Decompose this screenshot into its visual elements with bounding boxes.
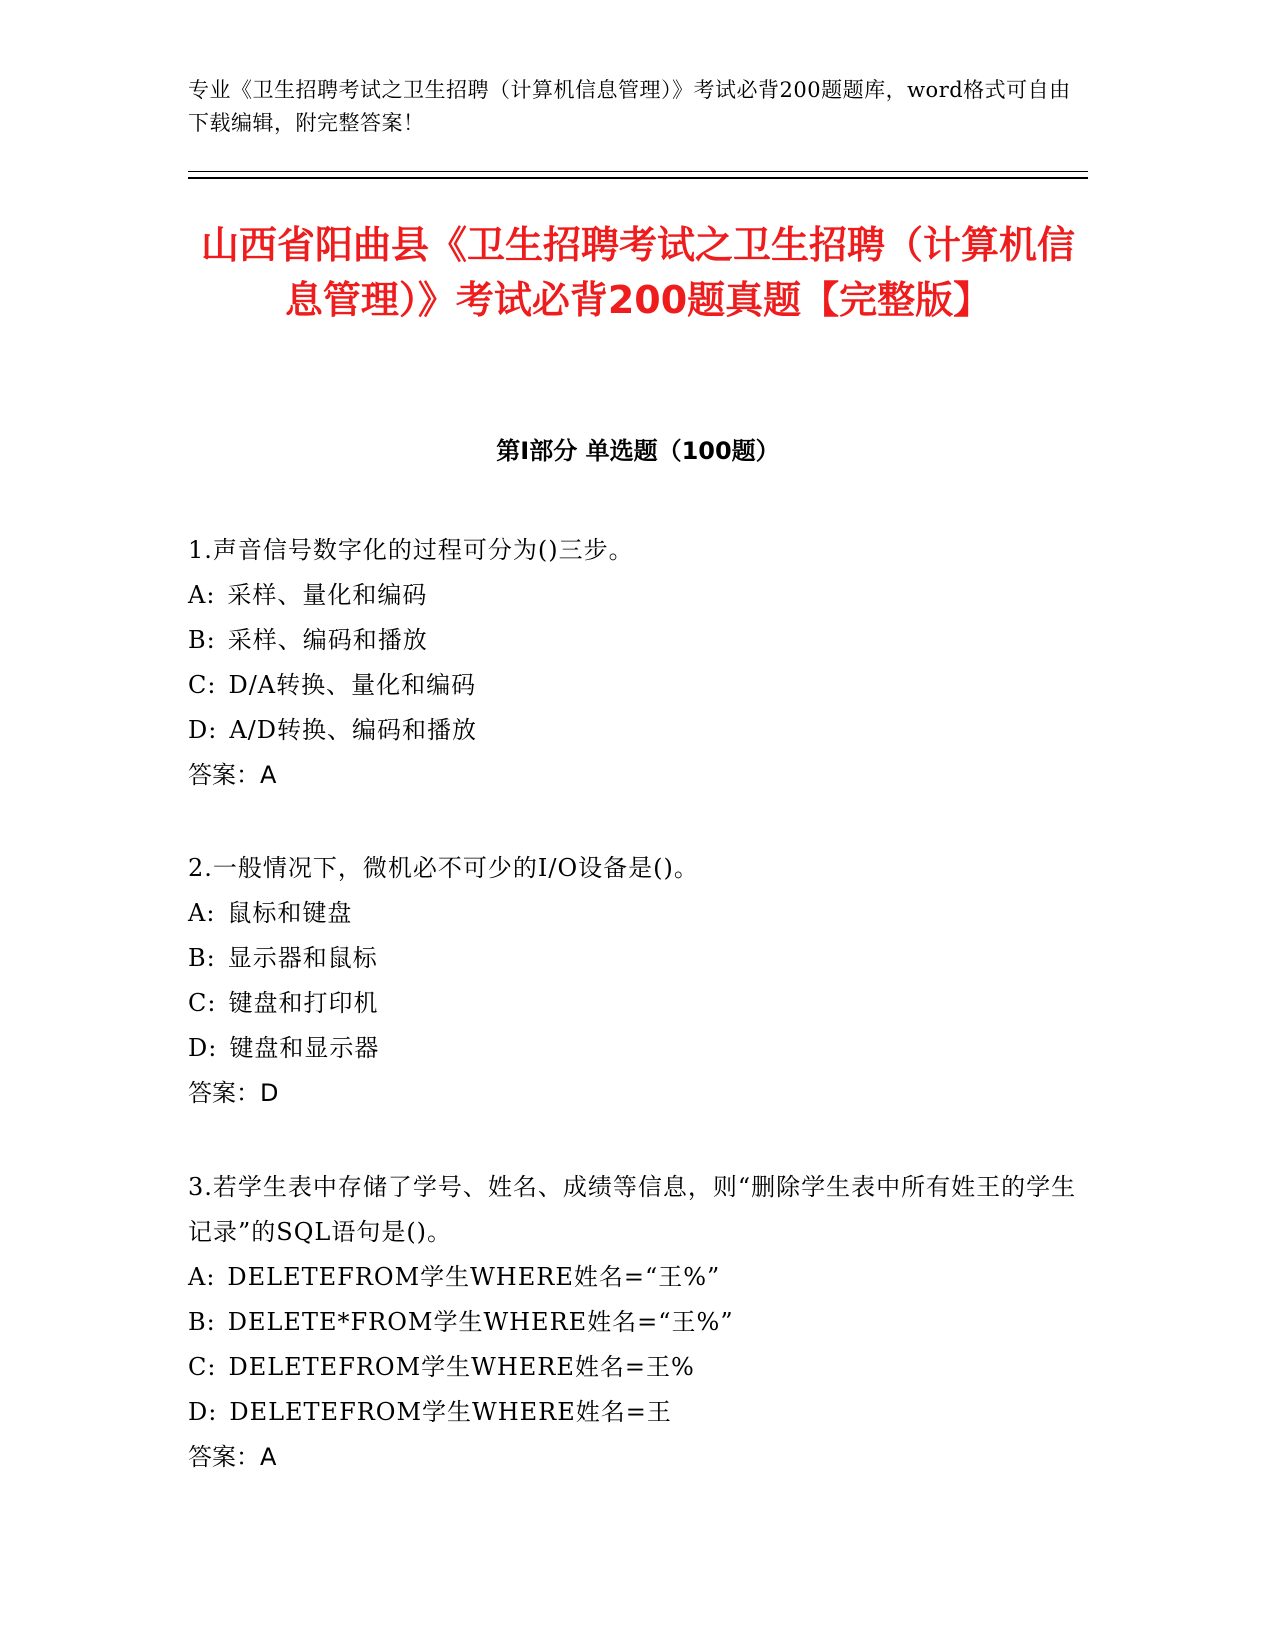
question-stem: 3.若学生表中存储了学号、姓名、成绩等信息，则“删除学生表中所有姓王的学生记录”的SQL语句是()。 bbox=[188, 1173, 1077, 1246]
option-text: DELETEFROM学生WHERE姓名=“王%” bbox=[227, 1263, 721, 1291]
option-key: B: bbox=[188, 626, 216, 654]
answer-line: 答案：A bbox=[188, 1443, 277, 1471]
question-stem: 1.声音信号数字化的过程可分为()三步。 bbox=[188, 536, 634, 564]
question-1 bbox=[188, 528, 1088, 798]
option-text: DELETE*FROM学生WHERE姓名=“王%” bbox=[227, 1308, 734, 1336]
option-c bbox=[188, 981, 1088, 1026]
option-text: 键盘和显示器 bbox=[229, 1034, 380, 1062]
option-d bbox=[188, 1390, 1088, 1435]
option-b bbox=[188, 1300, 1088, 1345]
section-title: 第Ⅰ部分 单选题（100题） bbox=[496, 437, 780, 465]
option-c bbox=[188, 1345, 1088, 1390]
header-note: 专业《卫生招聘考试之卫生招聘（计算机信息管理）》考试必背200题题库，word格式可自由下载编辑，附完整答案！ bbox=[188, 78, 1071, 135]
option-b bbox=[188, 936, 1088, 981]
option-a bbox=[188, 1255, 1088, 1300]
question-3 bbox=[188, 1165, 1088, 1480]
option-c bbox=[188, 663, 1088, 708]
option-key: C: bbox=[188, 671, 217, 699]
option-text: DELETEFROM学生WHERE姓名=王% bbox=[228, 1353, 695, 1381]
option-a bbox=[188, 891, 1088, 936]
option-key: D: bbox=[188, 716, 218, 744]
option-text: 采样、编码和播放 bbox=[227, 626, 428, 654]
option-key: C: bbox=[188, 989, 217, 1017]
header-rule-thick bbox=[188, 177, 1088, 179]
option-key: B: bbox=[188, 944, 216, 972]
option-d bbox=[188, 708, 1088, 753]
option-key: A: bbox=[188, 581, 216, 609]
option-text: 鼠标和键盘 bbox=[227, 899, 353, 927]
option-key: A: bbox=[188, 899, 216, 927]
option-b bbox=[188, 618, 1088, 663]
option-text: DELETEFROM学生WHERE姓名=王 bbox=[229, 1398, 672, 1426]
option-text: 采样、量化和编码 bbox=[227, 581, 428, 609]
option-text: D/A转换、量化和编码 bbox=[228, 671, 477, 699]
option-text: 键盘和打印机 bbox=[228, 989, 379, 1017]
option-key: B: bbox=[188, 1308, 216, 1336]
option-key: D: bbox=[188, 1034, 218, 1062]
question-2 bbox=[188, 846, 1088, 1116]
option-key: A: bbox=[188, 1263, 216, 1291]
document-title: 山西省阳曲县《卫生招聘考试之卫生招聘（计算机信息管理）》考试必背200题真题【完整版】 bbox=[200, 223, 1075, 322]
option-d bbox=[188, 1026, 1088, 1071]
answer-line: 答案：A bbox=[188, 761, 277, 789]
option-a bbox=[188, 573, 1088, 618]
option-key: C: bbox=[188, 1353, 217, 1381]
option-key: D: bbox=[188, 1398, 218, 1426]
option-text: A/D转换、编码和播放 bbox=[229, 716, 477, 744]
question-stem: 2.一般情况下，微机必不可少的I/O设备是()。 bbox=[188, 854, 699, 882]
option-text: 显示器和鼠标 bbox=[227, 944, 378, 972]
header-rule-thin bbox=[188, 171, 1088, 172]
answer-line: 答案：D bbox=[188, 1079, 279, 1107]
